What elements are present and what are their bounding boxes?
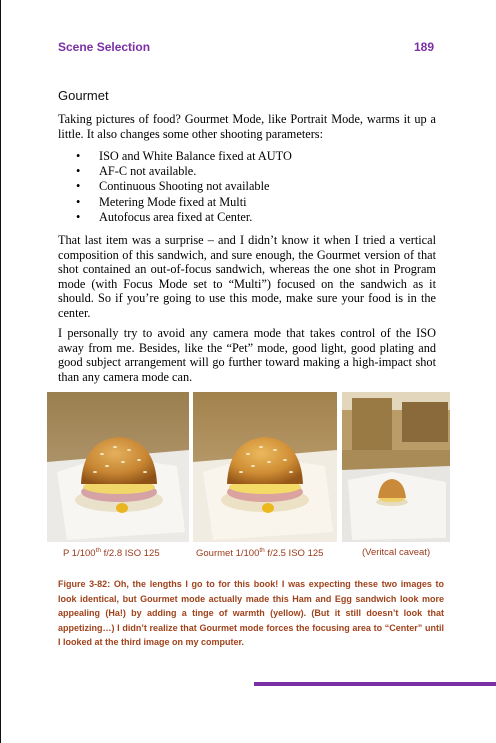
footer-accent-bar xyxy=(254,682,496,686)
paragraph-opinion: I personally try to avoid any camera mode that takes control of the ISO away from me. Besides, like the “Pet” mode, good light, good plating and good subject arrangement will go further toward making a high-impact shot than any camera mode can. xyxy=(58,326,436,384)
bullet-icon: • xyxy=(76,194,81,209)
page-left-rule xyxy=(0,0,1,743)
sandwich-photo-icon xyxy=(47,392,189,542)
list-item: • Continuous Shooting not available xyxy=(76,179,270,194)
page-header xyxy=(58,40,434,58)
section-title: Scene Selection xyxy=(58,40,151,54)
photo-program-mode xyxy=(47,392,189,542)
page-number: 189 xyxy=(413,40,434,54)
bullet-icon: • xyxy=(76,209,81,224)
intro-paragraph: Taking pictures of food? Gourmet Mode, like Portrait Mode, warms it up a little. It also changes some other shooting parameters: xyxy=(58,112,436,141)
list-item: • ISO and White Balance fixed at AUTO xyxy=(76,149,292,163)
list-item: • Autofocus area fixed at Center. xyxy=(76,209,253,224)
bullet-icon: • xyxy=(76,164,81,179)
caption-vertical: (Veritcal caveat) xyxy=(362,547,431,558)
subsection-heading: Gourmet xyxy=(58,88,109,103)
list-item: • Metering Mode fixed at Multi xyxy=(76,194,247,209)
sandwich-photo-icon xyxy=(342,392,450,542)
caption-program-settings: P 1/100th f/2.8 ISO 125 xyxy=(63,547,160,560)
photo-vertical-composition xyxy=(342,392,450,542)
parameter-list xyxy=(58,149,436,225)
paragraph-caveat: That last item was a surprise – and I didn’t know it when I tried a vertical composition of this sandwich, and sure enough, the Gourmet version of that shot contained an out-of-focus sandwich, whereas the one shot in Program mode (with Focus Mode set to “Multi”) focused on the sandwich as it should. So if you’re going to use this mode, make sure your food is in the center. xyxy=(58,233,436,320)
bullet-icon: • xyxy=(76,179,81,194)
bullet-icon: • xyxy=(76,149,81,163)
sandwich-photo-icon xyxy=(193,392,337,542)
caption-gourmet-settings: Gourmet 1/100th f/2.5 ISO 125 xyxy=(196,547,324,560)
photo-gourmet-mode xyxy=(193,392,337,542)
list-item: • AF-C not available. xyxy=(76,164,197,179)
figure-caption: Figure 3-82: Oh, the lengths I go to for this book! I was expecting these two images to look identical, but Gourmet mode actually made this Ham and Egg sandwich look more appealing (Ha!) by adding a tinge of warmth (yellow). (But it still doesn’t look that appetizing…) I didn’t realize that Gourmet mode forces the focusing area to “Center” until I looked at the third image on my computer. xyxy=(58,579,444,647)
